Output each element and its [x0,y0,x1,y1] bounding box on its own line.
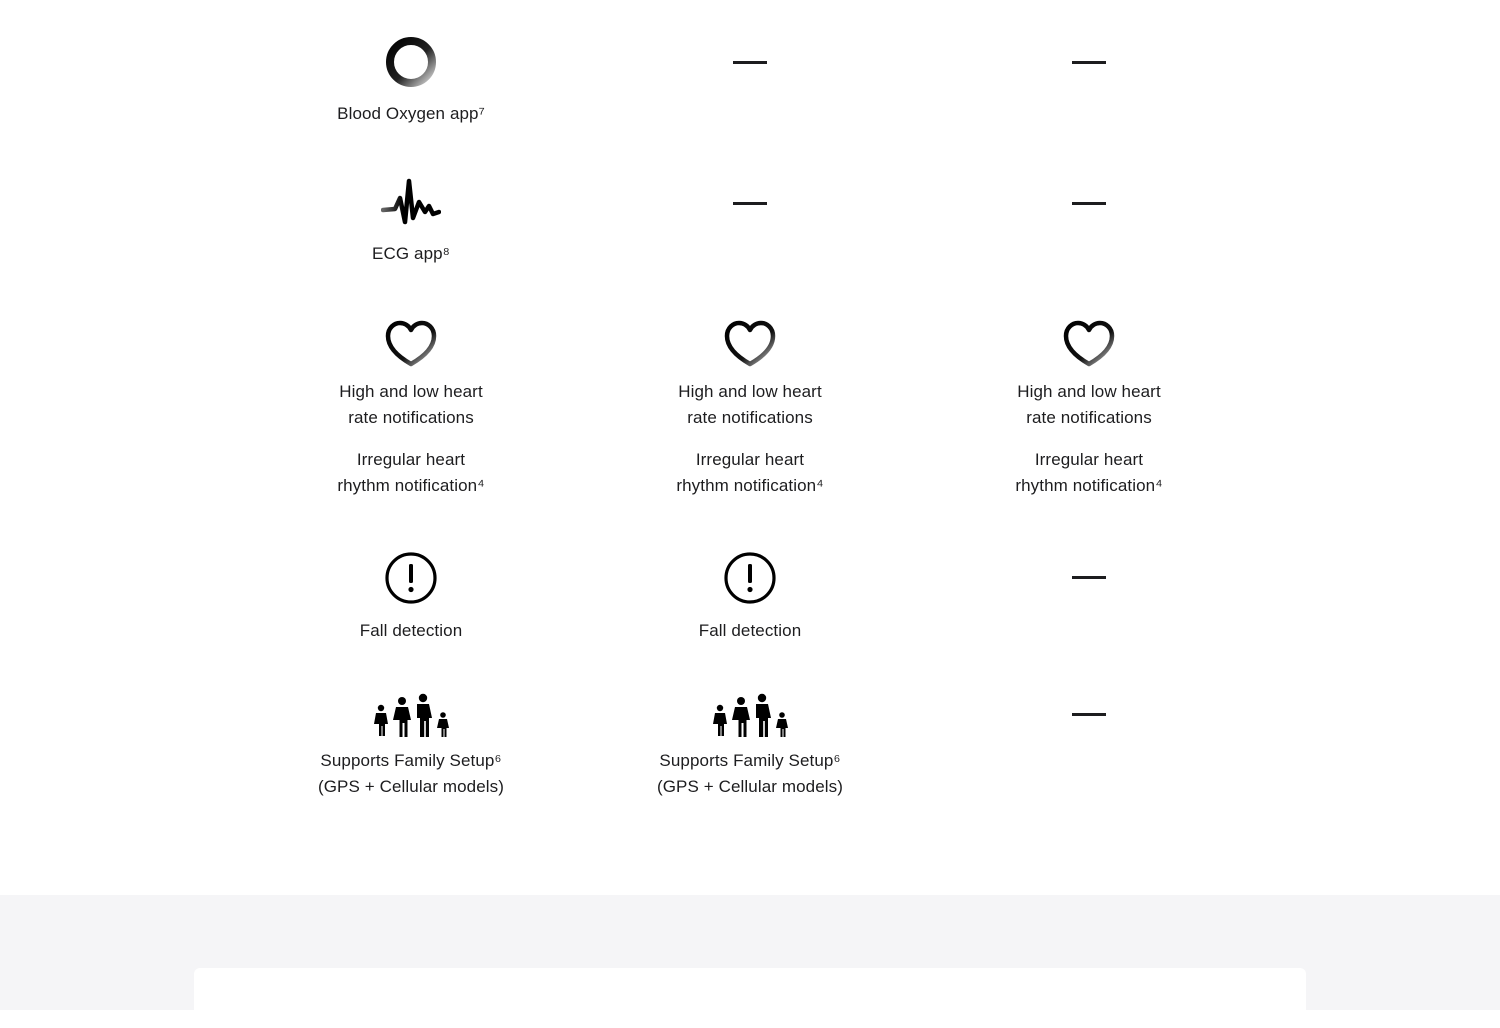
heart-icon [1061,318,1117,370]
next-section-card [194,968,1306,1028]
ecg-icon [381,178,441,230]
unavailable-dash-fall-detection-col3 [1072,576,1106,579]
irregular-rhythm-label: Irregular heart rhythm notification⁴ [337,450,485,495]
heart-rate-label: High and low heart rate notifications [339,382,483,427]
blood-oxygen-icon [384,35,438,89]
irregular-rhythm-label: Irregular heart rhythm notification⁴ [676,450,824,495]
ecg-label: ECG app⁸ [372,244,450,263]
family-setup-cell-col2 [600,692,900,800]
heart-icon [383,318,439,370]
family-icon [371,692,451,738]
fall-detection-label: Fall detection [359,621,463,640]
heart-rate-label: High and low heart rate notifications [1017,382,1161,427]
fall-detection-cell-col2 [600,551,900,644]
unavailable-dash-family-setup-col3 [1072,713,1106,716]
fall-detection-cell-col1 [261,551,561,644]
irregular-rhythm-label: Irregular heart rhythm notification⁴ [1015,450,1163,495]
unavailable-dash-blood-oxygen-col3 [1072,61,1106,64]
blood-oxygen-label: Blood Oxygen app⁷ [337,104,485,123]
fall-detection-icon [723,551,777,605]
heart-rate-cell-col3 [939,318,1239,499]
family-setup-label: Supports Family Setup⁶ (GPS + Cellular models) [656,751,844,796]
heart-rate-cell-col1 [261,318,561,499]
unavailable-dash-ecg-col2 [733,202,767,205]
unavailable-dash-ecg-col3 [1072,202,1106,205]
unavailable-dash-blood-oxygen-col2 [733,61,767,64]
fall-detection-icon [384,551,438,605]
blood-oxygen-cell-col1 [261,35,561,127]
heart-rate-label: High and low heart rate notifications [678,382,822,427]
heart-icon [722,318,778,370]
fall-detection-label: Fall detection [698,621,802,640]
family-setup-label: Supports Family Setup⁶ (GPS + Cellular models) [317,751,505,796]
family-setup-cell-col1 [261,692,561,800]
ecg-cell-col1 [261,178,561,267]
family-icon [710,692,790,738]
heart-rate-cell-col2 [600,318,900,499]
